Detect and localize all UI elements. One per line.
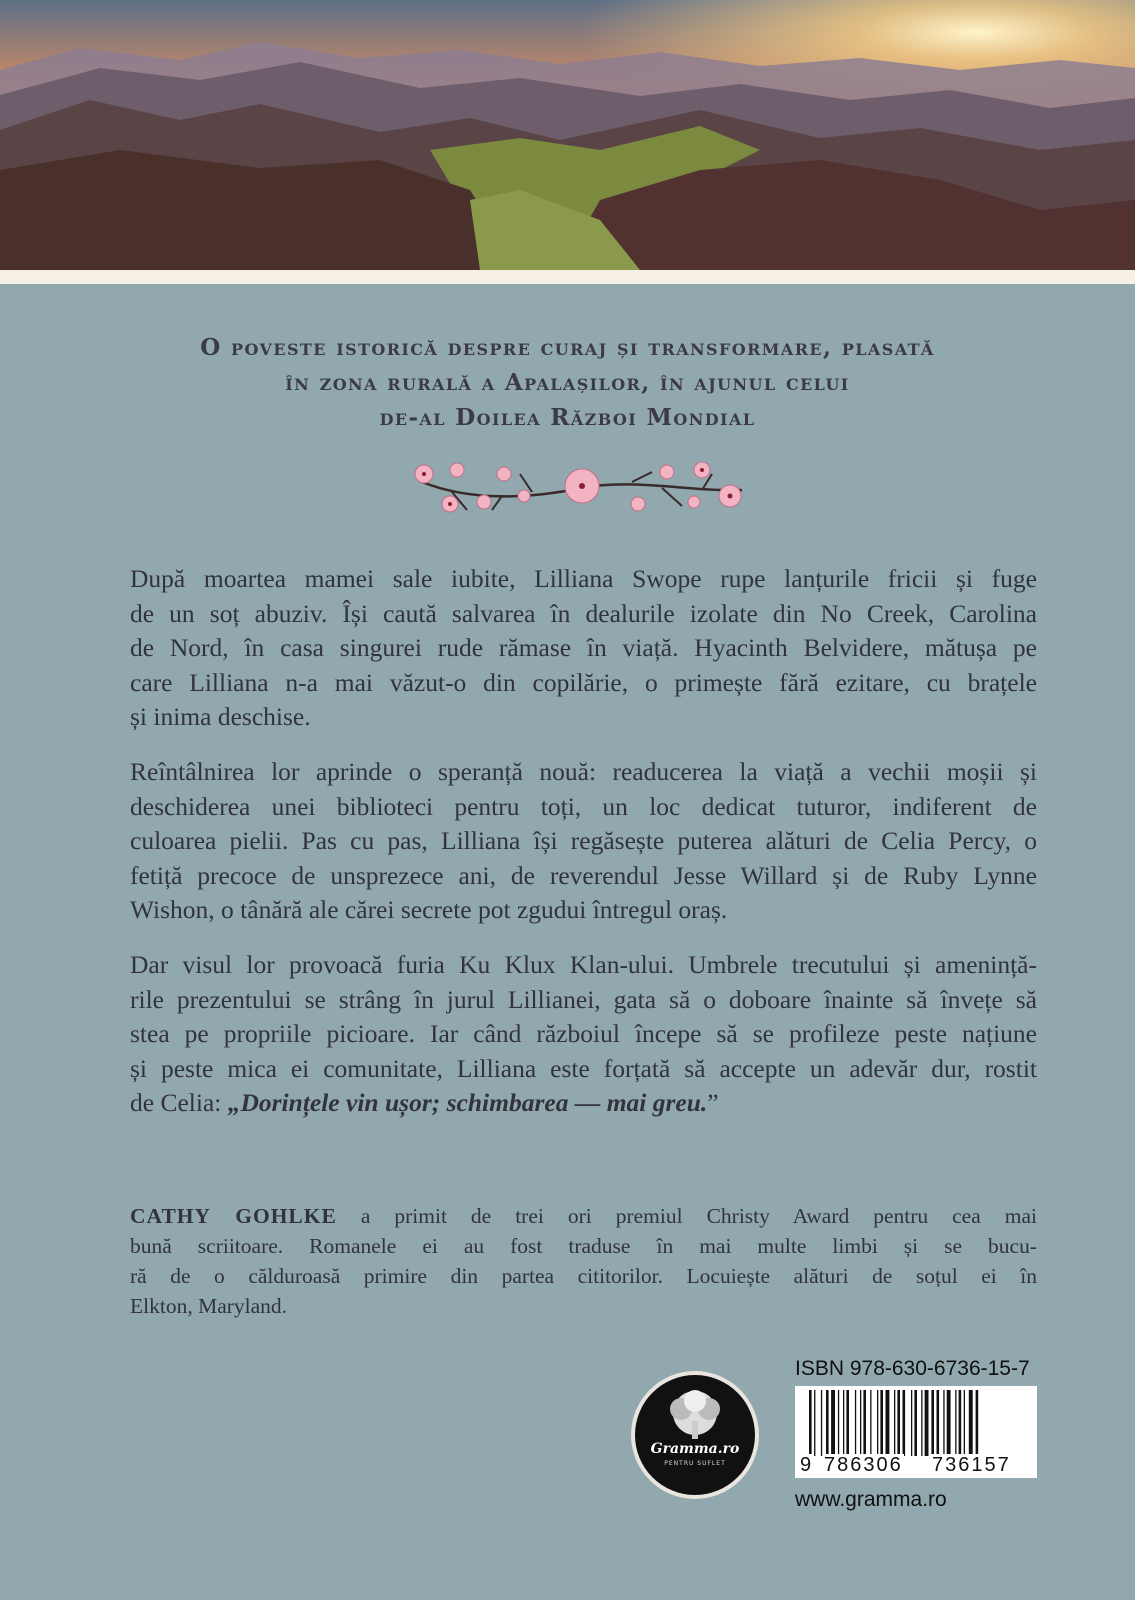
- paragraph-line: de Nord, în casa singurei rude rămase în viață. Hyacinth Belvidere, mătușa pe: [130, 633, 1037, 662]
- paragraph-line: și peste mica ei comunitate, Lilliana este forțată să accepte un adevăr dur, rostit: [130, 1053, 1037, 1083]
- paragraph-1: [130, 562, 1037, 735]
- paragraph-line: de un soț abuziv. Își caută salvarea în dealurile izolate din No Creek, Carolina: [130, 598, 1037, 628]
- cream-divider: [0, 270, 1135, 284]
- barcode-bar: [903, 1390, 906, 1456]
- mountain-sunset-photo: [0, 0, 1135, 270]
- barcode-bar: [925, 1390, 929, 1456]
- tagline-line: în zona rurală a Apalașilor, în ajunul celui: [285, 369, 850, 396]
- author-name: CATHY GOHLKE: [130, 1204, 337, 1228]
- paragraph-line: Reîntâlnirea lor aprinde o speranță nouă: readucerea la viață a vechii moșii și: [130, 757, 1037, 786]
- barcode-bar: [937, 1390, 940, 1456]
- tagline-line: O poveste istorică despre curaj și transformare, plasată: [200, 334, 935, 361]
- barcode-bar: [894, 1390, 895, 1456]
- paragraph-line: fetiță precoce de unsprezece ani, de reverendul Jesse Willard și de Ruby Lynne: [130, 860, 1037, 890]
- barcode-bar: [846, 1390, 849, 1456]
- paragraph-last-line: [130, 1086, 1037, 1121]
- barcode-bar: [914, 1390, 917, 1456]
- bio-line: Elkton, Maryland.: [130, 1294, 288, 1318]
- paragraph-line: culoarea pielii. Pas cu pas, Lilliana își regăsește puterea alături de Celia Percy, o: [130, 826, 1037, 855]
- barcode-bar: [831, 1390, 835, 1456]
- barcode-bar: [943, 1390, 944, 1456]
- tagline-line: de-al Doilea Război Mondial: [379, 404, 756, 431]
- paragraph-line: După moartea mamei sale iubite, Lilliana Swope rupe lanțurile fricii și fuge: [130, 564, 1037, 593]
- paragraph-line: rile prezentului se strâng în jurul Lillianei, gata să o doboare înainte să învețe să: [130, 984, 1037, 1014]
- paragraph-line: și inima deschise.: [130, 702, 311, 731]
- barcode-bar: [955, 1390, 956, 1456]
- author-bio: [130, 1201, 1037, 1321]
- barcode-bar: [814, 1390, 815, 1456]
- isbn-label: ISBN 978-630-6736-15-7: [795, 1357, 1030, 1380]
- barcode-bar: [886, 1390, 890, 1456]
- bio-line: [130, 1201, 1037, 1231]
- barcode-bar: [964, 1390, 965, 1456]
- celia-quote: „Dorințele vin ușor; schimbarea — mai greu.: [227, 1088, 708, 1117]
- tagline: [100, 330, 1035, 435]
- barcode-bar: [821, 1390, 822, 1456]
- paragraph-line: deschiderea unei biblioteci pentru toți, un loc dedicat tuturor, indiferent de: [130, 791, 1037, 821]
- quote-intro: de Celia:: [130, 1088, 228, 1117]
- barcode: [795, 1386, 1037, 1478]
- barcode-bar: [880, 1390, 883, 1456]
- barcode-bar: [809, 1390, 812, 1456]
- bio-line: bună scriitoare. Romanele ei au fost traduse în mai multe limbi și se bucu-: [130, 1234, 1037, 1258]
- barcode-bar: [969, 1390, 973, 1456]
- barcode-bar: [947, 1390, 951, 1456]
- barcode-bar: [877, 1390, 878, 1456]
- barcode-bar: [911, 1390, 912, 1456]
- barcode-group-1: 786306: [824, 1454, 903, 1476]
- cherry-blossom-ornament: [412, 462, 752, 524]
- publisher-logo: [635, 1375, 755, 1495]
- barcode-bar: [921, 1390, 922, 1456]
- barcode-first-digit: 9: [800, 1454, 812, 1476]
- publisher-name: Gramma.ro: [650, 1441, 740, 1457]
- barcode-bar: [870, 1390, 871, 1456]
- paragraph-2: [130, 755, 1037, 928]
- barcode-bar: [826, 1390, 829, 1456]
- barcode-bar: [838, 1390, 839, 1456]
- barcode-group-2: 736157: [932, 1454, 1011, 1476]
- barcode-bar: [860, 1390, 861, 1456]
- paragraph-line: Dar visul lor provoacă furia Ku Klux Klan-ului. Umbrele trecutului și amenință-: [130, 950, 1037, 979]
- bio-line: ră de o călduroasă primire din partea cititorilor. Locuiește alături de soțul ei în: [130, 1264, 1037, 1288]
- barcode-bar: [843, 1390, 844, 1456]
- paragraph-line: care Lilliana n-a mai văzut-o din copilărie, o primește fără ezitare, cu brațele: [130, 667, 1037, 697]
- publisher-tagline: PENTRU SUFLET: [664, 1460, 726, 1467]
- paragraph-line: stea pe propriile picioare. Iar când războiul începe să se profileze peste națiune: [130, 1019, 1037, 1048]
- barcode-bar: [855, 1390, 856, 1456]
- barcode-bar: [863, 1390, 866, 1456]
- quote-close: ”: [707, 1088, 719, 1117]
- paragraph-line: Wishon, o tânără ale cărei secrete pot zgudui întregul oraș.: [130, 895, 728, 924]
- barcode-bar: [976, 1390, 979, 1456]
- bio-text: a primit de trei ori premiul Christy Award pentru cea mai: [336, 1204, 1038, 1228]
- publisher-website: www.gramma.ro: [795, 1488, 947, 1511]
- barcode-bar: [897, 1390, 900, 1456]
- barcode-bar: [931, 1390, 934, 1456]
- paragraph-3: [130, 948, 1037, 1121]
- barcode-bar: [959, 1390, 962, 1456]
